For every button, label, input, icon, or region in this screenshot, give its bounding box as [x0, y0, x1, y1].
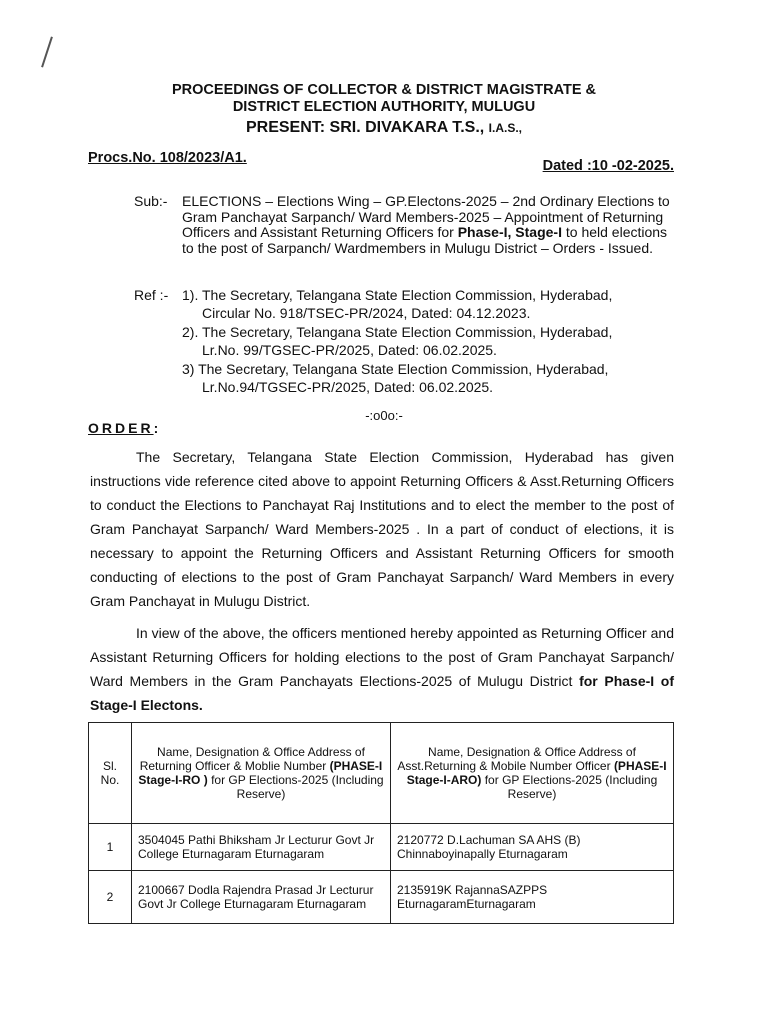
header-line-1: PROCEEDINGS OF COLLECTOR & DISTRICT MAGISTRATE &	[172, 82, 596, 98]
subject-text-b: to held elections to the post of Sarpanch/ Wardmembers in Mulugu District – Orders - Issued.	[182, 224, 668, 256]
header-ro-text: Name, Designation & Office Address of Returning Officer & Moblie Number	[139, 745, 365, 773]
procs-number: Procs.No. 108/2023/A1.	[88, 150, 247, 166]
order-heading	[88, 420, 161, 436]
order-paragraph-2-bold: for Phase-I of Stage-I Electons.	[90, 673, 674, 713]
header-sl: Sl.	[102, 759, 117, 773]
header-line-3	[0, 117, 768, 139]
subject-text-bold: Phase-I, Stage-I	[457, 224, 562, 240]
order-paragraph-2-text: In view of the above, the officers mentioned hereby appointed as Returning Officer and Assistant Returning Officers for holding elections to the post of Gram Panchayat Sarpanch/ Ward Members in the Gram Panchayats Elections-2025 of Mulugu District	[90, 625, 674, 689]
document-header	[0, 82, 768, 139]
header-line-2: DISTRICT ELECTION AUTHORITY, MULUGU	[232, 99, 536, 115]
subject-block	[134, 194, 674, 256]
subject-text-a: ELECTIONS – Elections Wing – GP.Electons-2025 – 2nd Ordinary Elections to Gram Panchayat Sarpanch/ Ward Members-2025 – Appointment of Returning Officers and Assistant Returning Officers for	[182, 193, 670, 240]
row-asst-returning-officer: 2120772 D.Lachuman SA AHS (B) Chinnaboyinapally Eturnagaram	[391, 824, 674, 871]
reference-line: 2). The Secretary, Telangana State Election Commission, Hyderabad,	[182, 324, 613, 340]
reference-line: Lr.No. 99/TGSEC-PR/2025, Dated: 06.02.2025.	[202, 342, 497, 358]
row-returning-officer: 3504045 Pathi Bhiksham Jr Lecturur Govt Jr College Eturnagaram Eturnagaram	[132, 824, 391, 871]
references-label: Ref :-	[134, 287, 169, 303]
presiding-officer: PRESENT: SRI. DIVAKARA T.S.,	[245, 119, 485, 136]
order-paragraph-2	[90, 621, 674, 717]
presiding-officer-suffix: I.A.S.,	[488, 121, 523, 135]
header-ro-bold: (PHASE-I Stage-I-RO )	[138, 759, 383, 787]
reference-item	[182, 286, 694, 322]
references-block	[134, 286, 694, 396]
row-sl: 1	[89, 824, 132, 871]
table-row	[89, 824, 674, 871]
header-no: No.	[100, 773, 120, 787]
order-heading-colon: :	[153, 420, 162, 436]
table-header-row	[89, 723, 674, 824]
header-returning-officer	[132, 723, 391, 824]
subject-label: Sub:-	[134, 193, 168, 209]
officers-table	[88, 722, 674, 924]
header-ro-text-b: for GP Elections-2025 (Including Reserve)	[207, 773, 384, 801]
header-aro-bold: (PHASE-I Stage-I-ARO)	[406, 759, 667, 787]
row-asst-returning-officer: 2135919K RajannaSAZPPS EturnagaramEturnagaram	[391, 871, 674, 924]
row-sl: 2	[89, 871, 132, 924]
reference-line: Lr.No.94/TGSEC-PR/2025, Dated: 06.02.2025.	[202, 379, 494, 395]
table-row	[89, 871, 674, 924]
header-aro-text-b: for GP Elections-2025 (Including Reserve)	[481, 773, 658, 801]
separator: -:o0o:-	[365, 408, 403, 423]
header-asst-returning-officer	[391, 723, 674, 824]
reference-item	[182, 360, 694, 396]
reference-line: Circular No. 918/TSEC-PR/2024, Dated: 04.12.2023.	[202, 305, 531, 321]
subject-text	[182, 194, 674, 256]
reference-line: 3) The Secretary, Telangana State Election Commission, Hyderabad,	[182, 361, 609, 377]
order-paragraph-1: The Secretary, Telangana State Election Commission, Hyderabad has given instructions vide reference cited above to appoint Returning Officers & Asst.Returning Officers to conduct the Elections to Panchayat Raj Institutions and to elect the member to the post of Gram Panchayat Sarpanch/ Ward Members-2025 . In a part of conduct of elections, it is necessary to appoint the Returning Officers and Assistant Returning Officers for smooth conducting of elections to the post of Gram Panchayat Sarpanch/ Ward Members in every Gram Panchayat in Mulugu District.	[90, 449, 674, 609]
pen-mark	[41, 36, 53, 67]
header-sl-no	[89, 723, 132, 824]
reference-item	[182, 323, 694, 359]
dated: Dated :10 -02-2025.	[542, 158, 674, 174]
order-heading-text: ORDER	[88, 420, 154, 436]
header-aro-text: Name, Designation & Office Address of Asst.Returning & Mobile Number Officer	[397, 745, 636, 773]
row-returning-officer: 2100667 Dodla Rajendra Prasad Jr Lecturur Govt Jr College Eturnagaram Eturnagaram	[132, 871, 391, 924]
reference-line: 1). The Secretary, Telangana State Election Commission, Hyderabad,	[182, 287, 613, 303]
